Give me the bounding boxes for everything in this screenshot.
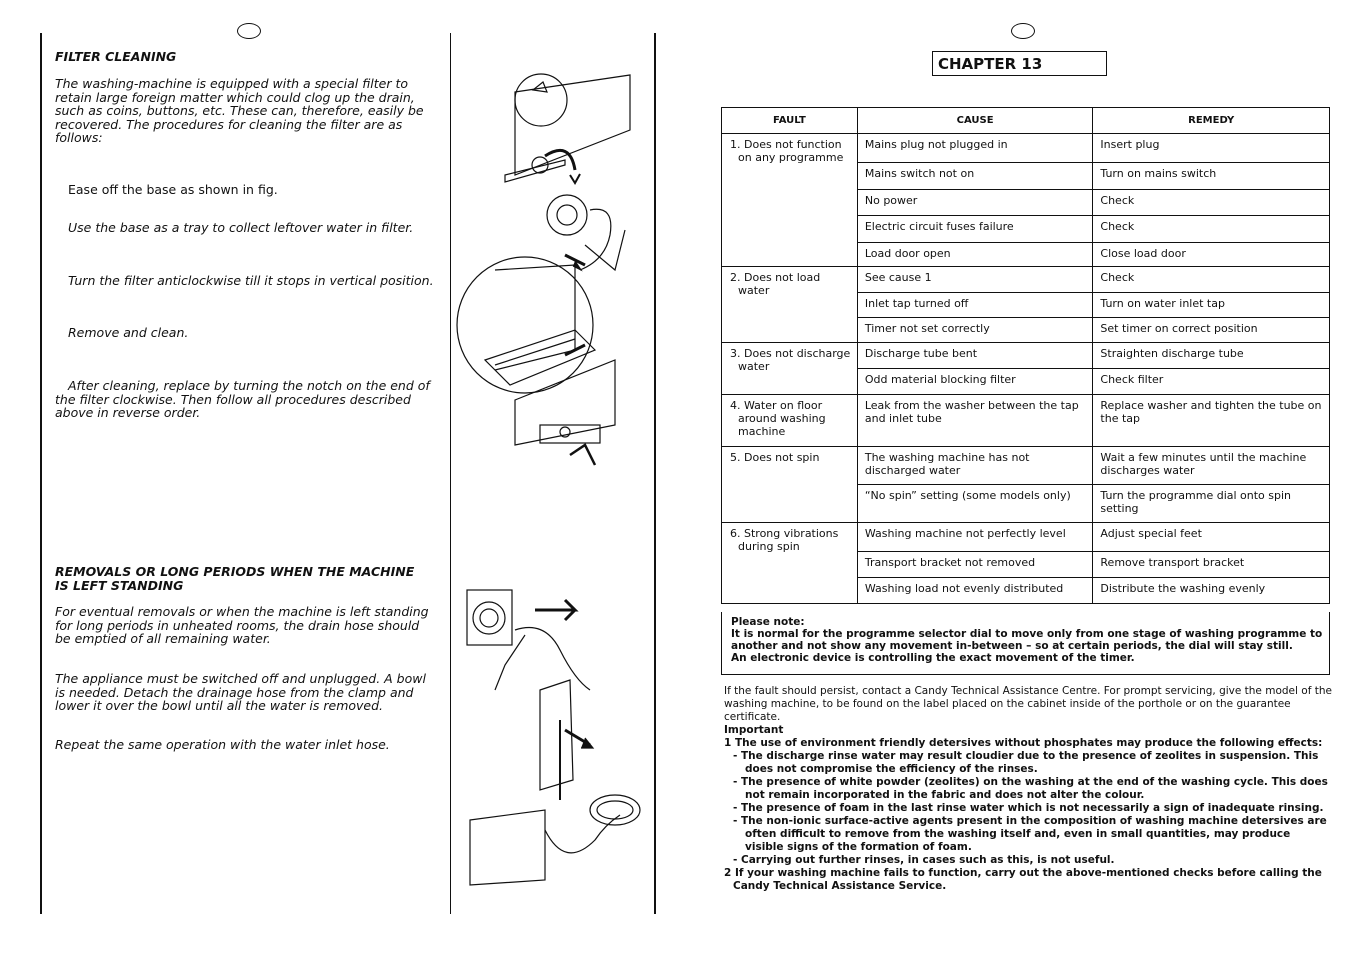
- important-item-1: 1 The use of environment friendly detersives without phosphates may produce the following effects:: [724, 737, 1323, 749]
- remedy-cell: Straighten discharge tube: [1093, 343, 1330, 369]
- bullet-item: - The discharge rinse water may result cloudier due to the presence of zeolites in suspension. This does not compromise the efficiency of the rinses.: [733, 750, 1319, 775]
- remedy-cell: Adjust special feet: [1093, 523, 1330, 552]
- page-fold-line: [654, 33, 656, 914]
- remedy-cell: Turn on water inlet tap: [1093, 293, 1330, 318]
- removals-para-2: The appliance must be switched off and unplugged. A bowl is needed. Detach the drainage hose from the clamp and lower it over the bowl until all the water is removed.: [55, 671, 426, 713]
- fault-3: 3. Does not discharge water: [722, 343, 858, 395]
- filter-step-1: Ease off the base as shown in fig.: [68, 182, 278, 197]
- fault-6: 6. Strong vibrations during spin: [722, 523, 858, 604]
- removals-para-1: For eventual removals or when the machine is left standing for long periods in unheated rooms, the drain hose should be emptied of all remaining water.: [55, 604, 429, 646]
- cause-cell: Inlet tap turned off: [857, 293, 1093, 318]
- note-title: Please note:: [731, 616, 805, 628]
- fault-4: 4. Water on floor around washing machine: [722, 395, 858, 447]
- filter-intro: The washing-machine is equipped with a special filter to retain large foreign matter which could clog up the drain, such as coins, buttons, etc. These can, therefore, easily be recovered. The procedures for cleaning the filter are as follows:: [55, 76, 424, 145]
- fault-1: 1. Does not function on any programme: [722, 134, 858, 267]
- column-divider: [450, 33, 451, 914]
- filter-step-5: After cleaning, replace by turning the notch on the end of the filter clockwise. Then follow all procedures described above in reverse order.: [55, 378, 430, 420]
- important-item-2: 2 If your washing machine fails to function, carry out the above-mentioned checks before calling the Candy Technical Assistance Service.: [724, 867, 1322, 892]
- remedy-cell: Turn on mains switch: [1093, 163, 1330, 190]
- remedy-cell: Remove transport bracket: [1093, 552, 1330, 578]
- cause-cell: Odd material blocking filter: [857, 369, 1093, 395]
- note-line-2: An electronic device is controlling the exact movement of the timer.: [731, 652, 1135, 664]
- note-line-1: It is normal for the programme selector dial to move only from one stage of washing programme to another and not show any movement in-between – so at certain periods, the dial will stay still.: [731, 628, 1323, 652]
- please-note-box: [721, 612, 1330, 675]
- left-page-border: [40, 33, 42, 914]
- cause-cell: Discharge tube bent: [857, 343, 1093, 369]
- removals-para-3: Repeat the same operation with the water inlet hose.: [55, 737, 390, 752]
- cause-cell: Mains plug not plugged in: [857, 134, 1093, 163]
- remedy-cell: Turn the programme dial onto spin setting: [1093, 485, 1330, 523]
- fault-5: 5. Does not spin: [722, 447, 858, 523]
- cause-cell: Transport bracket not removed: [857, 552, 1093, 578]
- remedy-cell: Close load door: [1093, 243, 1330, 267]
- cause-cell: Washing machine not perfectly level: [857, 523, 1093, 552]
- header-fault: FAULT: [722, 108, 858, 134]
- remedy-cell: Check filter: [1093, 369, 1330, 395]
- left-page-marker: [237, 23, 261, 39]
- bullet-item: - The presence of white powder (zeolites) on the washing at the end of the washing cycle. This does not remain incorporated in the fabric and does not alter the colour.: [733, 776, 1328, 801]
- cause-cell: Electric circuit fuses failure: [857, 216, 1093, 243]
- remedy-cell: Set timer on correct position: [1093, 318, 1330, 343]
- cause-cell: See cause 1: [857, 267, 1093, 293]
- fault-table: [721, 107, 1330, 604]
- footer-notes: [724, 685, 1332, 893]
- filter-cleaning-heading: FILTER CLEANING: [55, 49, 177, 64]
- remedy-cell: Check: [1093, 190, 1330, 216]
- filter-step-2: Use the base as a tray to collect leftover water in filter.: [68, 220, 414, 235]
- filter-step-4: Remove and clean.: [68, 325, 189, 340]
- cause-cell: Washing load not evenly distributed: [857, 578, 1093, 604]
- remedy-cell: Check: [1093, 267, 1330, 293]
- cause-cell: Mains switch not on: [857, 163, 1093, 190]
- fault-2: 2. Does not load water: [722, 267, 858, 343]
- remedy-cell: Wait a few minutes until the machine discharges water: [1093, 447, 1330, 485]
- remedy-cell: Insert plug: [1093, 134, 1330, 163]
- cause-cell: Timer not set correctly: [857, 318, 1093, 343]
- header-cause: CAUSE: [857, 108, 1093, 134]
- bullet-item: - The non-ionic surface-active agents present in the composition of washing machine detersives are often difficult to remove from the washing itself and, even in small quantities, may produce visible signs of the formation of foam.: [733, 815, 1327, 853]
- cause-cell: No power: [857, 190, 1093, 216]
- remedy-cell: Replace washer and tighten the tube on the tap: [1093, 395, 1330, 447]
- removals-illustration: [455, 580, 650, 890]
- cause-cell: Load door open: [857, 243, 1093, 267]
- cause-cell: Leak from the washer between the tap and inlet tube: [857, 395, 1093, 447]
- important-label: Important: [724, 724, 784, 736]
- remedy-cell: Check: [1093, 216, 1330, 243]
- bullet-item: - The presence of foam in the last rinse water which is not necessarily a sign of inadequate rinsing.: [733, 802, 1324, 814]
- bullet-item: - Carrying out further rinses, in cases such as this, is not useful.: [733, 854, 1115, 866]
- filter-step-3: Turn the filter anticlockwise till it stops in vertical position.: [68, 273, 434, 288]
- cause-cell: The washing machine has not discharged water: [857, 447, 1093, 485]
- cause-cell: “No spin” setting (some models only): [857, 485, 1093, 523]
- remedy-cell: Distribute the washing evenly: [1093, 578, 1330, 604]
- chapter-title: CHAPTER 13: [932, 51, 1107, 76]
- header-remedy: REMEDY: [1093, 108, 1330, 134]
- footer-paragraph: If the fault should persist, contact a Candy Technical Assistance Centre. For prompt servicing, give the model of the washing machine, to be found on the label placed on the cabinet inside of the porthole or on the guarantee certificate.: [724, 685, 1332, 723]
- right-page-marker: [1011, 23, 1035, 39]
- removals-heading: REMOVALS OR LONG PERIODS WHEN THE MACHINE IS LEFT STANDING: [55, 564, 415, 593]
- filter-cleaning-illustration: [455, 70, 650, 470]
